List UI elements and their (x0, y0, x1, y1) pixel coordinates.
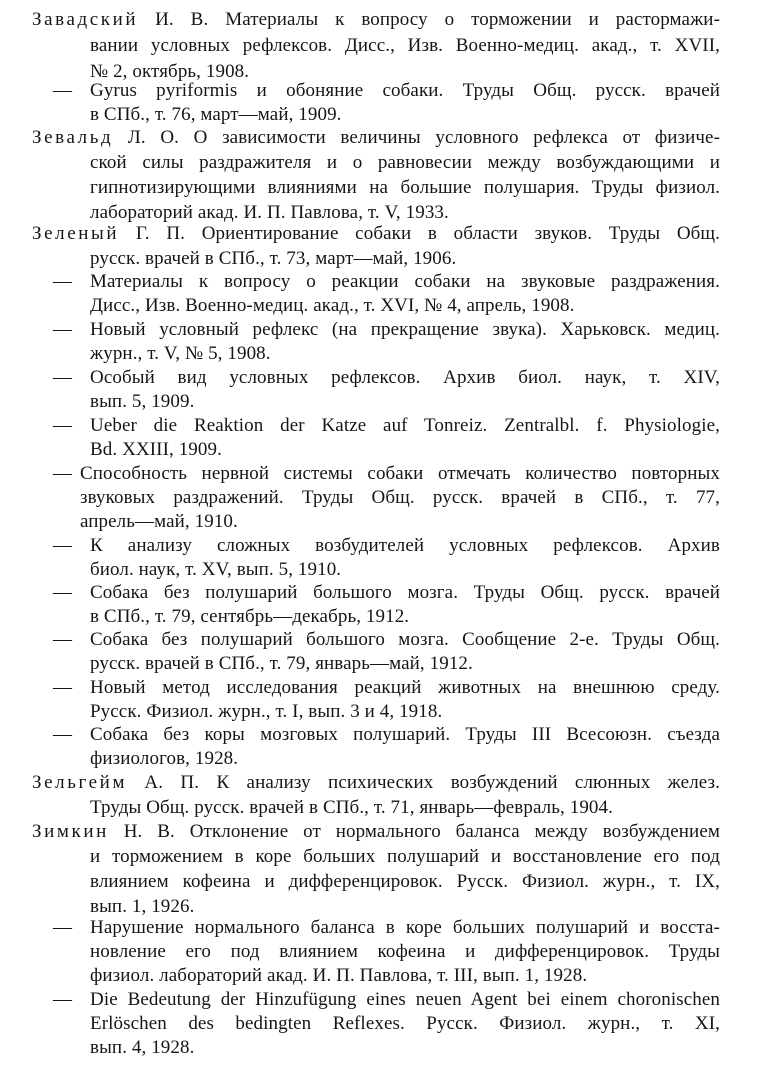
dash-mark: — (53, 677, 72, 698)
entry-line: русск. врачей в СПб., т. 79, январь—май, 1912. (90, 653, 473, 674)
dash-mark: — (53, 917, 72, 938)
entry-line: в СПб., т. 76, март—май, 1909. (90, 104, 342, 125)
dash-mark: — (53, 80, 72, 101)
entry-line: биол. наук, т. XV, вып. 5, 1910. (90, 559, 342, 580)
entry-text: А. П. К анализу психических возбуждений слюнных желез. (127, 772, 720, 793)
entry-line: звуковых раздражений. Труды Общ. русск. врачей в СПб., т. 77, (80, 487, 720, 508)
entry-line: вании условных рефлексов. Дисс., Изв. Военно-медиц. акад., т. XVII, (90, 35, 720, 56)
entry-line: в СПб., т. 79, сентябрь—декабрь, 1912. (90, 606, 410, 627)
entry-first-line (32, 126, 720, 150)
entry-line: Bd. XXIII, 1909. (90, 439, 222, 460)
entry-line: Русск. Физиол. журн., т. I, вып. 3 и 4, 1918. (90, 701, 443, 722)
entry-line: Ueber die Reaktion der Katze auf Tonreiz. Zentralbl. f. Physiologie, (90, 415, 720, 436)
entry-line: новление его под влиянием кофеина и дифференцировок. Труды (90, 941, 720, 962)
author-name: Зеленый (32, 223, 120, 244)
entry-line: Способность нервной системы собаки отмечать количество повторных (80, 463, 720, 484)
author-name: Завадский (32, 9, 139, 30)
dash-mark: — (53, 989, 72, 1010)
entry-line: и торможением в коре больших полушарий и восстановление его под (90, 846, 720, 867)
entry-line: Собака без коры мозговых полушарий. Труды III Всесоюзн. съезда (90, 724, 720, 745)
entry-line: лабораторий акад. И. П. Павлова, т. V, 1933. (90, 202, 449, 223)
entry-line: Нарушение нормального баланса в коре больших полушарий и восста- (90, 917, 720, 938)
dash-mark: — (53, 415, 72, 436)
entry-line: Дисс., Изв. Военно-медиц. акад., т. XVI, № 4, апрель, 1908. (90, 295, 575, 316)
dash-mark: — (53, 724, 72, 745)
entry-first-line (32, 771, 720, 795)
entry-line: гипнотизирующими влияниями на большие полушария. Труды физиол. (90, 177, 720, 198)
entry-line: Собака без полушарий большого мозга. Сообщение 2-е. Труды Общ. (90, 629, 720, 650)
entry-line: вып. 5, 1909. (90, 391, 195, 412)
entry-line: Erlöschen des bedingten Reflexes. Русск. Физиол. журн., т. XI, (90, 1013, 720, 1034)
entry-line: Особый вид условных рефлексов. Архив биол. наук, т. XIV, (90, 367, 720, 388)
dash-mark: — (53, 271, 72, 292)
entry-first-line (32, 8, 720, 32)
entry-line: Gyrus pyriformis и обоняние собаки. Труды Общ. русск. врачей (90, 80, 720, 101)
entry-line: № 2, октябрь, 1908. (90, 61, 250, 82)
dash-mark: — (53, 582, 72, 603)
author-name: Зимкин (32, 821, 109, 842)
entry-line: Материалы к вопросу о реакции собаки на звуковые раздражения. (90, 271, 720, 292)
entry-line: Новый метод исследования реакций животных на внешнюю среду. (90, 677, 720, 698)
entry-line: физиологов, 1928. (90, 748, 239, 769)
entry-line: К анализу сложных возбудителей условных рефлексов. Архив (90, 535, 720, 556)
entry-line: Новый условный рефлекс (на прекращение звука). Харьковск. медиц. (90, 319, 720, 340)
entry-line: Die Bedeutung der Hinzufügung eines neuen Agent bei einem choronischen (90, 989, 720, 1010)
entry-first-line (32, 820, 720, 844)
dash-mark: — (53, 319, 72, 340)
entry-line: ской силы раздражителя и о равновесии между возбуждающими и (90, 152, 720, 173)
dash-mark: — (53, 367, 72, 388)
author-name: Зевальд (32, 127, 114, 148)
entry-line: русск. врачей в СПб., т. 73, март—май, 1906. (90, 248, 457, 269)
author-name: Зельгейм (32, 772, 128, 793)
entry-line: апрель—май, 1910. (80, 511, 238, 532)
dash-mark: — (53, 629, 72, 650)
entry-line: влиянием кофеина и дифференцировок. Русск. Физиол. журн., т. IX, (90, 871, 720, 892)
dash-mark: — (53, 463, 72, 484)
entry-line: журн., т. V, № 5, 1908. (90, 343, 271, 364)
entry-text: И. В. Материалы к вопросу о торможении и растормажи- (138, 9, 720, 30)
dash-mark: — (53, 535, 72, 556)
entry-line: физиол. лабораторий акад. И. П. Павлова, т. III, вып. 1, 1928. (90, 965, 588, 986)
entry-line: Собака без полушарий большого мозга. Труды Общ. русск. врачей (90, 582, 720, 603)
entry-line: Труды Общ. русск. врачей в СПб., т. 71, январь—февраль, 1904. (90, 797, 613, 818)
entry-first-line (32, 222, 720, 246)
entry-line: вып. 1, 1926. (90, 896, 195, 917)
entry-text: Г. П. Ориентирование собаки в области звуков. Труды Общ. (119, 223, 720, 244)
entry-text: Н. В. Отклонение от нормального баланса между возбуждением (108, 821, 720, 842)
entry-text: Л. О. О зависимости величины условного рефлекса от физиче- (113, 127, 720, 148)
entry-line: вып. 4, 1928. (90, 1037, 195, 1058)
